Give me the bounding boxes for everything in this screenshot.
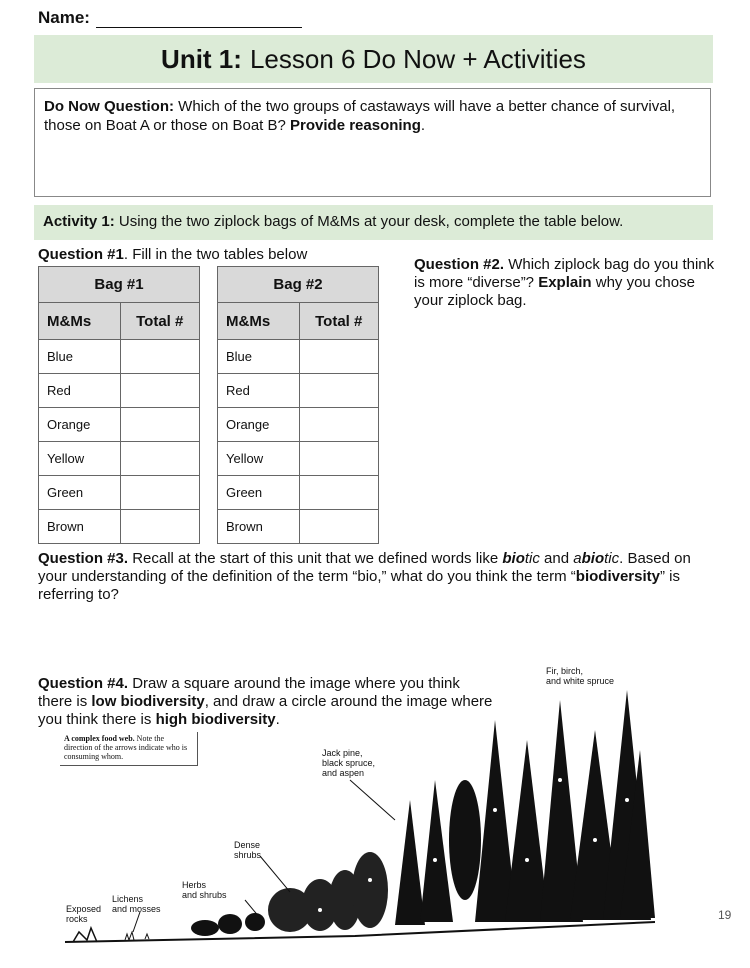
abiotic-prefix: a (573, 550, 582, 567)
bag-2-color: Orange (218, 408, 300, 442)
label-herbs-1: Herbs (182, 880, 207, 890)
question-1 (38, 246, 307, 263)
label-lichens-2: and mosses (112, 904, 161, 914)
question-2-text: Which ziplock bag do you think is more “diverse”? (414, 256, 715, 291)
question-3-emphasis: biodiversity (575, 568, 660, 585)
table-row (39, 340, 200, 374)
bag-2-color: Blue (218, 340, 300, 374)
abiotic-bio: bio (581, 550, 605, 567)
bag-1-total-cell[interactable] (120, 510, 200, 544)
abiotic-suffix: tic (604, 550, 620, 567)
question-4-text-end: . (275, 711, 280, 728)
do-now-label: Do Now Question: (44, 98, 174, 115)
bag-2-total-cell[interactable] (299, 442, 379, 476)
question-3 (38, 550, 718, 604)
label-jack-2: black spruce, (322, 758, 376, 768)
question-2 (414, 256, 719, 310)
question-2-emphasis: Explain (538, 274, 592, 291)
name-row (38, 8, 302, 28)
do-now-box[interactable] (34, 88, 711, 197)
bag-2-table (217, 266, 379, 544)
bag-2-color: Brown (218, 510, 300, 544)
figure-caption (60, 732, 198, 766)
table-row (39, 408, 200, 442)
activity-1-label: Activity 1: (43, 213, 115, 230)
label-fir-1: Fir, birch, (546, 666, 584, 676)
bag-2-title: Bag #2 (218, 267, 379, 303)
label-lichens-1: Lichens (112, 894, 144, 904)
label-herbs-2: and shrubs (182, 890, 227, 900)
do-now-emphasis: Provide reasoning (290, 117, 421, 134)
name-label: Name: (38, 8, 90, 27)
table-row (39, 510, 200, 544)
label-lichens (112, 894, 161, 914)
question-2-label: Question #2. (414, 256, 505, 273)
title-lesson: Lesson 6 Do Now + Activities (249, 43, 586, 74)
question-3-and: and (539, 550, 574, 567)
bag-2-total-cell[interactable] (299, 374, 379, 408)
title-unit: Unit 1: (161, 43, 242, 74)
table-row (218, 442, 379, 476)
bag-2-total-cell[interactable] (299, 476, 379, 510)
question-3-label: Question #3. (38, 550, 129, 567)
label-exposed-2: rocks (66, 914, 88, 924)
do-now-end: . (420, 117, 426, 134)
name-blank[interactable] (96, 9, 302, 28)
bag-1-col-mms: M&Ms (39, 303, 121, 340)
table-row (218, 510, 379, 544)
label-jack-pine (322, 748, 375, 778)
bag-1-color: Red (39, 374, 121, 408)
label-herbs (182, 880, 227, 900)
bag-1-total-cell[interactable] (120, 374, 200, 408)
bag-2-color: Yellow (218, 442, 300, 476)
label-jack-3: and aspen (322, 768, 365, 778)
bag-1-table (38, 266, 200, 544)
bag-2-total-cell[interactable] (299, 510, 379, 544)
biotic-prefix: bio (502, 550, 525, 567)
bag-1-color: Blue (39, 340, 121, 374)
activity-1-banner (34, 205, 713, 240)
table-row (218, 374, 379, 408)
question-4-high: high biodiversity (155, 711, 276, 728)
bag-2-col-total: Total # (299, 303, 379, 340)
bag-1-color: Yellow (39, 442, 121, 476)
activity-1-text: Using the two ziplock bags of M&Ms at your desk, complete the table below. (114, 213, 624, 230)
label-fir-2: and white spruce (546, 676, 615, 686)
bag-1-color: Green (39, 476, 121, 510)
bag-1-total-cell[interactable] (120, 442, 200, 476)
bag-2-total-cell[interactable] (299, 340, 379, 374)
label-exposed-rocks (66, 904, 101, 924)
question-4-text-2: , and draw a circle around the image where you think there is (38, 693, 493, 728)
bag-2-color: Green (218, 476, 300, 510)
question-3-text-end: ” is referring to? (38, 568, 680, 603)
label-fir (546, 666, 614, 686)
page-title (34, 35, 713, 83)
question-4-low: low biodiversity (91, 693, 205, 710)
bag-1-total-cell[interactable] (120, 476, 200, 510)
biotic-suffix: tic (524, 550, 540, 567)
bag-1-total-cell[interactable] (120, 408, 200, 442)
table-row (218, 476, 379, 510)
question-4-label: Question #4. (38, 675, 129, 692)
bag-2-total-cell[interactable] (299, 408, 379, 442)
bag-1-total-cell[interactable] (120, 340, 200, 374)
label-dense-1: Dense (234, 840, 261, 850)
page-number: 19 (718, 908, 732, 922)
caption-bold: A complex food web. (64, 734, 135, 743)
table-row (218, 340, 379, 374)
label-dense-shrubs (234, 840, 261, 860)
do-now-text: Which of the two groups of castaways will have a better chance of survival, those on Boat A or those on Boat B? (44, 98, 676, 134)
question-4-text: Draw a square around the image where you think there is (38, 675, 460, 710)
question-2-text-end: why you chose your ziplock bag. (414, 274, 695, 309)
label-exposed-1: Exposed (66, 904, 102, 914)
question-1-label: Question #1 (38, 246, 124, 263)
table-row (39, 374, 200, 408)
table-row (218, 408, 379, 442)
label-jack-1: Jack pine, (322, 748, 363, 758)
question-3-text-2: . Based on your understanding of the definition of the term “bio,” what do you think the term “ (38, 550, 691, 585)
bag-1-title: Bag #1 (39, 267, 200, 303)
bag-2-col-mms: M&Ms (218, 303, 300, 340)
bag-1-color: Brown (39, 510, 121, 544)
bag-1-color: Orange (39, 408, 121, 442)
question-3-text: Recall at the start of this unit that we defined words like (128, 550, 503, 567)
label-dense-2: shrubs (234, 850, 262, 860)
table-row (39, 442, 200, 476)
bag-2-color: Red (218, 374, 300, 408)
table-row (39, 476, 200, 510)
caption-text: Note the direction of the arrows indicate who is consuming whom. (64, 734, 188, 761)
question-1-text: . Fill in the two tables below (123, 246, 308, 263)
bag-1-col-total: Total # (120, 303, 200, 340)
